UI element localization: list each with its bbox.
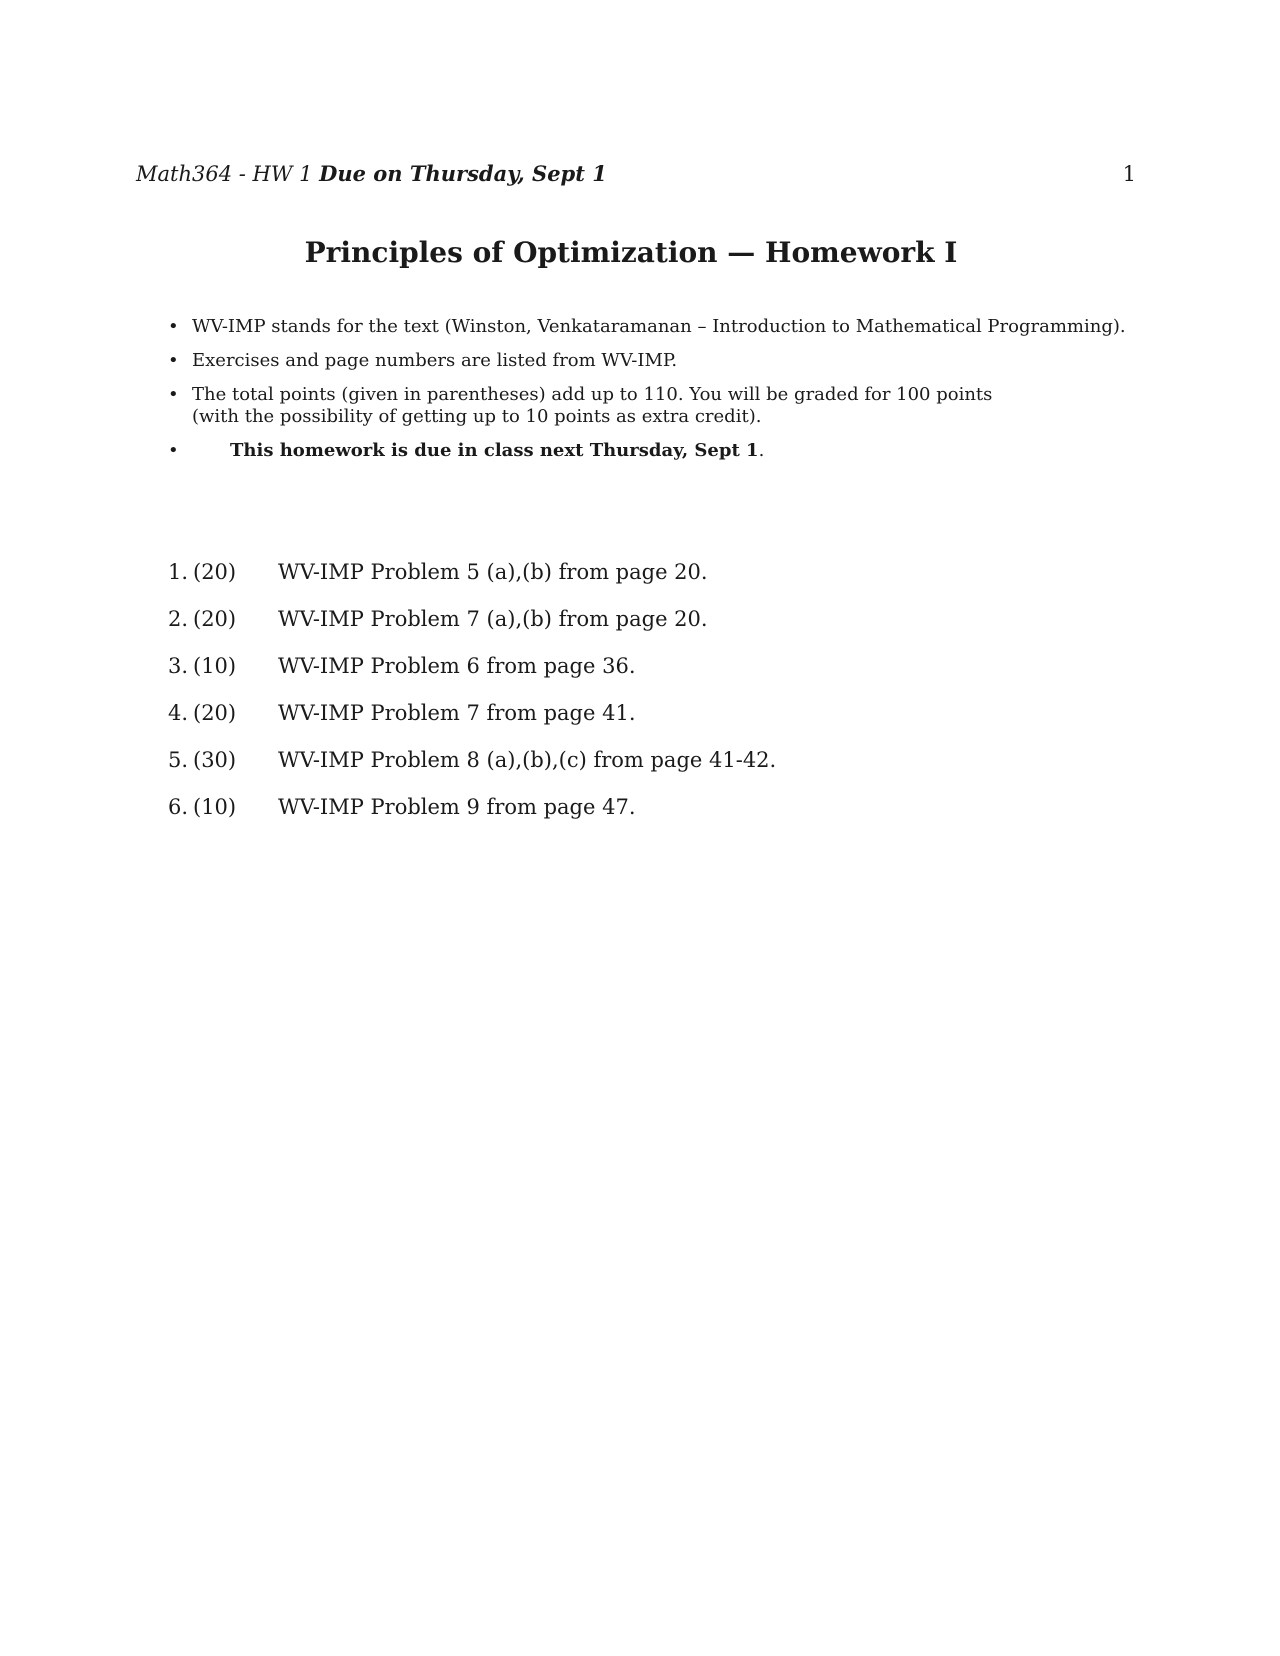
problem-number: 4. xyxy=(167,701,188,725)
problem-item xyxy=(162,558,1062,605)
bullet-icon: • xyxy=(168,440,179,461)
problem-number: 2. xyxy=(167,607,188,631)
page-title: Principles of Optimization — Homework I xyxy=(304,236,958,269)
note-text: WV-IMP stands for the text (Winston, Venkataramanan – Introduction to Mathematical Programming). xyxy=(192,316,1126,337)
course-code: Math364 - HW 1 xyxy=(136,162,313,186)
problem-number: 3. xyxy=(167,654,188,678)
problem-number: 1. xyxy=(167,560,188,584)
problem-description: WV-IMP Problem 8 (a),(b),(c) from page 41-42. xyxy=(278,748,777,772)
problem-points: (30) xyxy=(193,748,237,772)
problem-description: WV-IMP Problem 5 (a),(b) from page 20. xyxy=(278,560,708,584)
problem-number: 6. xyxy=(167,795,188,819)
list-item xyxy=(160,316,1160,338)
problem-item xyxy=(162,699,1062,746)
bullet-icon: • xyxy=(168,384,179,405)
problem-points: (20) xyxy=(193,701,237,725)
problem-points: (10) xyxy=(193,654,237,678)
list-item xyxy=(160,440,1160,462)
problem-description: WV-IMP Problem 9 from page 47. xyxy=(278,795,636,819)
page-number: 1 xyxy=(1122,162,1136,186)
problem-item xyxy=(162,652,1062,699)
problem-description: WV-IMP Problem 7 (a),(b) from page 20. xyxy=(278,607,708,631)
due-note-period: . xyxy=(758,440,765,461)
problem-points: (10) xyxy=(193,795,237,819)
problem-list xyxy=(162,558,1062,840)
list-item xyxy=(160,384,1160,428)
problem-description: WV-IMP Problem 7 from page 41. xyxy=(278,701,636,725)
problem-item xyxy=(162,793,1062,840)
problem-item xyxy=(162,605,1062,652)
note-text-line-1: The total points (given in parentheses) add up to 110. You will be graded for 100 points xyxy=(192,384,993,405)
problem-description: WV-IMP Problem 6 from page 36. xyxy=(278,654,636,678)
due-date: Due on Thursday, Sept 1 xyxy=(319,161,607,186)
bullet-icon: • xyxy=(168,316,179,337)
list-item xyxy=(160,350,1160,372)
problem-points: (20) xyxy=(193,607,237,631)
problem-number: 5. xyxy=(167,748,188,772)
due-note-text: This homework is due in class next Thursday, Sept 1 xyxy=(230,440,759,461)
notes-list xyxy=(160,316,1160,474)
problem-points: (20) xyxy=(193,560,237,584)
note-text: Exercises and page numbers are listed from WV-IMP. xyxy=(192,350,678,371)
note-text-line-2: (with the possibility of getting up to 10 points as extra credit). xyxy=(192,406,762,427)
problem-item xyxy=(162,746,1062,793)
bullet-icon: • xyxy=(168,350,179,371)
running-header xyxy=(136,160,607,188)
